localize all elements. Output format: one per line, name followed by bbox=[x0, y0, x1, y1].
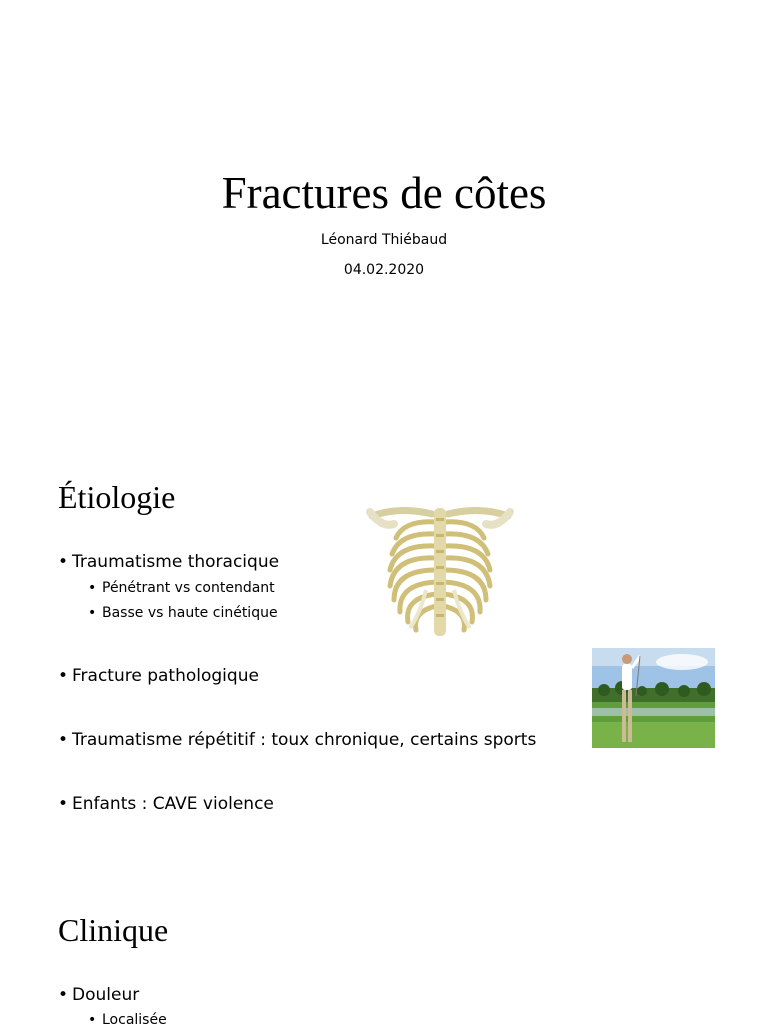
bullet-marker: • bbox=[58, 985, 69, 1005]
bullet-text: Fracture pathologique bbox=[72, 666, 259, 686]
bullet-text: Traumatisme répétitif : toux chronique, certains sports bbox=[72, 730, 537, 750]
list-item bbox=[88, 604, 278, 622]
bullet-marker: • bbox=[58, 730, 69, 750]
bullet-marker: • bbox=[88, 605, 97, 621]
clinique-heading: Clinique bbox=[58, 912, 169, 948]
sub-bullet-text: Basse vs haute cinétique bbox=[102, 605, 278, 621]
bullet-marker: • bbox=[88, 580, 97, 596]
bullet-marker: • bbox=[88, 1012, 97, 1028]
bullet-text: Douleur bbox=[72, 985, 140, 1005]
list-item bbox=[58, 793, 274, 815]
list-item bbox=[58, 551, 279, 573]
etiologie-heading: Étiologie bbox=[58, 479, 176, 515]
bullet-marker: • bbox=[58, 794, 69, 814]
golfer-photo bbox=[592, 648, 715, 748]
list-item bbox=[58, 665, 259, 687]
bullet-marker: • bbox=[58, 552, 69, 572]
list-item bbox=[58, 729, 536, 751]
presentation-title: Fractures de côtes bbox=[221, 168, 547, 218]
author-name: Léonard Thiébaud bbox=[320, 232, 448, 248]
bullet-text: Traumatisme thoracique bbox=[72, 552, 280, 572]
sub-bullet-text: Pénétrant vs contendant bbox=[102, 580, 275, 596]
list-item bbox=[88, 1011, 167, 1029]
presentation-date: 04.02.2020 bbox=[343, 262, 425, 278]
rib-cage-illustration bbox=[360, 494, 520, 646]
bullet-marker: • bbox=[58, 666, 69, 686]
list-item bbox=[88, 579, 275, 597]
sub-bullet-text: Localisée bbox=[102, 1012, 167, 1028]
bullet-text: Enfants : CAVE violence bbox=[72, 794, 274, 814]
list-item bbox=[58, 984, 139, 1006]
